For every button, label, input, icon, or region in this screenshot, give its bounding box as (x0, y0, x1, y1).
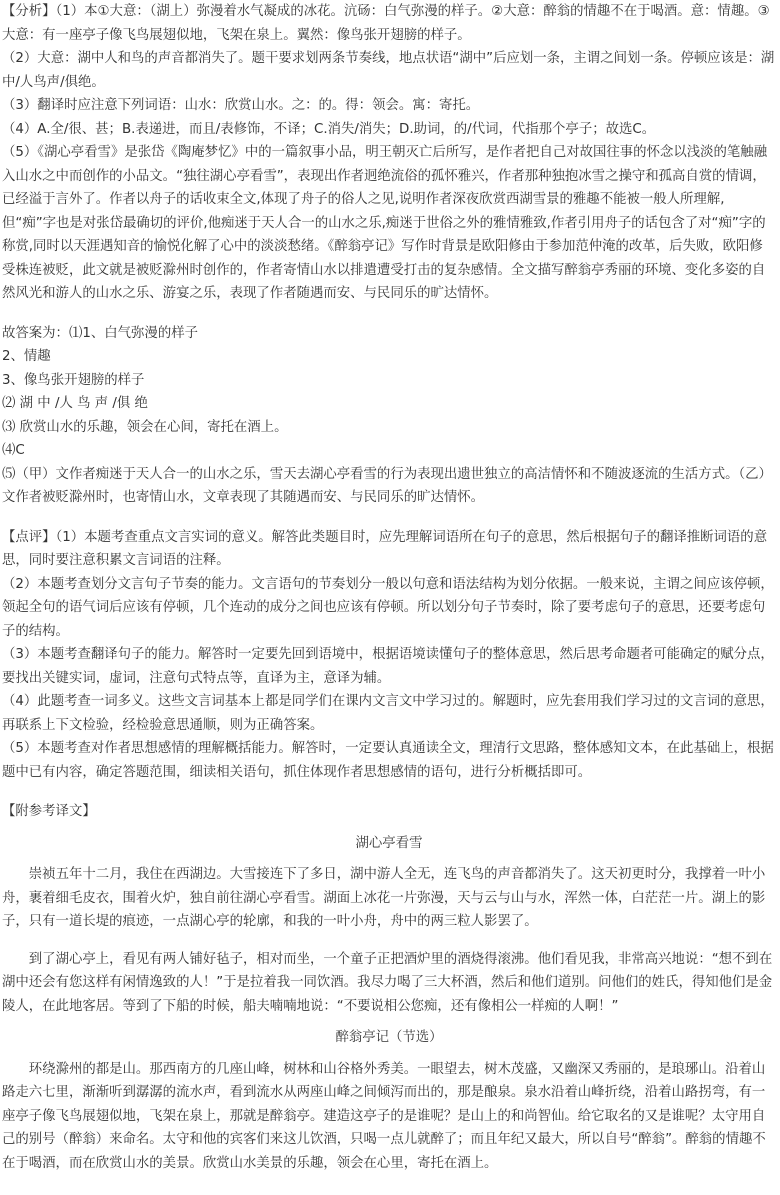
answer-line-1: 故答案为：⑴1、白气弥漫的样子 (2, 325, 198, 341)
answer-line-3: 3、像鸟张开翅膀的样子 (2, 372, 145, 388)
analysis-section (2, 0, 776, 306)
answer-line-2: 2、情趣 (2, 349, 51, 364)
comment-paragraph-4: （4）此题考查一词多义。这些文言词基本上都是同学们在课内文言文中学习过的。解题时，应先套用我们学习过的文言词的意思，再联系上下文检验，经检验意思通顺，则为正确答案。 (2, 694, 774, 733)
answer-line-4: ⑵ 湖 中 /人 鸟 声 /俱 绝 (2, 396, 148, 411)
analysis-paragraph-5: （5）《湖心亭看雪》是张岱《陶庵梦忆》中的一篇叙事小品，明王朝灭亡后所写，是作者把自己对故国往事的怀念以浅淡的笔触融入山水之中而创作的小品文。“独往湖心亭看雪”，表现出作者迥绝流俗的孤怀雅兴，作者那种独抱冰雪之操守和孤高自赏的情调，已经溢于言外了。作者以舟子的话收束全文,体现了舟子的俗人之见,说明作者深夜欣赏西湖雪景的雅趣不能被一般人所理解,但“痴”字也是对张岱最确切的评价,他痴迷于天人合一的山水之乐,痴迷于世俗之外的雅情雅致,作者引用舟子的话包含了对“痴”字的称赏,同时以天涯遇知音的愉悦化解了心中的淡淡愁绪。《醉翁亭记》写作时背景是欧阳修由于参加范仲淹的改革，后失败，欧阳修受株连被贬，此文就是被贬滁州时创作的，作者寄情山水以排遣遭受打击的复杂感情。全文描写醉翁亭秀丽的环境、变化多姿的自然风光和游人的山水之乐、游宴之乐，表现了作者随遇而安、与民同乐的旷达情怀。 (2, 145, 768, 301)
translation-paragraph-1: 崇祯五年十二月，我住在西湖边。大雪接连下了多日，湖中游人全无，连飞鸟的声音都消失了。这天初更时分，我撑着一叶小舟，裹着细毛皮衣，围着火炉，独自前往湖心亭看雪。湖面上冰花一片弥漫，天与云与山与水，浑然一体，白茫茫一片。湖上的影子，只有一道长堤的痕迹，一点湖心亭的轮廓，和我的一叶小舟，舟中的两三粒人影罢了。 (2, 867, 766, 929)
comment-paragraph-3: （3）本题考查翻译句子的能力。解答时一定要先回到语境中，根据语境读懂句子的整体意思，然后思考命题者可能确定的赋分点，要找出关键实词，虚词，注意句式特点等，直译为主，意译为辅。 (2, 647, 774, 686)
translation-section (2, 800, 776, 1175)
analysis-paragraph-2: （2）大意：湖中人和鸟的声音都消失了。题干要求划两条节奏线，地点状语“湖中”后应划一条，主谓之间划一条。停顿应该是：湖中/人鸟声/俱绝。 (2, 51, 775, 90)
spacer (2, 934, 776, 948)
answer-line-5: ⑶ 欣赏山水的乐趣，领会在心间，寄托在酒上。 (2, 419, 288, 435)
spacer (2, 784, 776, 800)
translation-title-2: 醉翁亭记（节选） (335, 1030, 443, 1045)
comment-section (2, 526, 776, 785)
spacer (2, 510, 776, 526)
analysis-paragraph-3: （3）翻译时应注意下列词语：山水：欣赏山水。之：的。得：领会。寓：寄托。 (2, 98, 480, 113)
answer-line-6: ⑷C (2, 443, 25, 458)
translation-title-1: 湖心亭看雪 (355, 835, 423, 851)
comment-paragraph-1: 【点评】（1）本题考查重点文言实词的意义。解答此类题目时，应先理解词语所在句子的意思，然后根据句子的翻译推断词语的意思，同时要注意积累文言词语的注释。 (2, 529, 768, 568)
answer-line-7: ⑸（甲）文作者痴迷于天人合一的山水之乐，雪天去湖心亭看雪的行为表现出遗世独立的高洁情怀和不随波逐流的生活方式。（乙）文作者被贬滁州时，也寄情山水，文章表现了其随遇而安、与民同乐的旷达情怀。 (2, 466, 772, 505)
translation-header: 【附参考译文】 (2, 804, 96, 819)
spacer (2, 306, 776, 322)
analysis-paragraph-1: 【分析】（1）本①大意：（湖上）弥漫着水气凝成的冰花。沆砀：白气弥漫的样子。②大意：醉翁的情趣不在于喝酒。意：情趣。③大意：有一座亭子像飞鸟展翅似地，飞架在泉上。翼然：像鸟张开翅膀的样子。 (2, 4, 770, 43)
comment-paragraph-5: （5）本题考查对作者思想感情的理解概括能力。解答时，一定要认真通读全文，理清行文思路，整体感知文本，在此基础上，根据题中已有内容，确定答题范围，细读相关语句，抓住体现作者思想感情的语句，进行分析概括即可。 (2, 741, 774, 780)
analysis-paragraph-4: （4）A.全/很、甚；B.表递进，而且/表修饰，不译；C.消失/消失；D.助词，的/代词，代指那个亭子；故选C。 (2, 121, 656, 137)
translation-paragraph-2: 到了湖心亭上，看见有两人铺好毡子，相对而坐，一个童子正把酒炉里的酒烧得滚沸。他们看见我，非常高兴地说：“想不到在湖中还会有您这样有闲情逸致的人！”于是拉着我一同饮酒。我尽力喝了三大杯酒，然后和他们道别。问他们的姓氏，得知他们是金陵人，在此地客居。等到了下船的时候，船夫喃喃地说：“不要说相公您痴，还有像相公一样痴的人啊！” (2, 951, 773, 1014)
translation-paragraph-3: 环绕滁州的都是山。那西南方的几座山峰，树林和山谷格外秀美。一眼望去，树木茂盛，又幽深又秀丽的，是琅琊山。沿着山路走六七里，渐渐听到潺潺的流水声，看到流水从两座山峰之间倾泻而出的，那是酿泉。泉水沿着山峰折绕，沿着山路拐弯，有一座亭子像飞鸟展翅似地，飞架在泉上，那就是醉翁亭。建造这亭子的是谁呢？是山上的和尚智仙。给它取名的又是谁呢？太守用自己的别号（醉翁）来命名。太守和他的宾客们来这儿饮酒，只喝一点儿就醉了；而且年纪又最大，所以自号“醉翁”。醉翁的情趣不在于喝酒，而在欣赏山水的美景。欣赏山水美景的乐趣，领会在心里，寄托在酒上。 (2, 1061, 766, 1171)
answer-section (2, 322, 776, 510)
comment-paragraph-2: （2）本题考查划分文言句子节奏的能力。文言语句的节奏划分一般以句意和语法结构为划分依据。一般来说，主谓之间应该停顿，领起全句的语气词后应该有停顿，几个连动的成分之间也应该有停顿。所以划分句子节奏时，除了要考虑句子的意思，还要考虑句子的结构。 (2, 576, 774, 639)
